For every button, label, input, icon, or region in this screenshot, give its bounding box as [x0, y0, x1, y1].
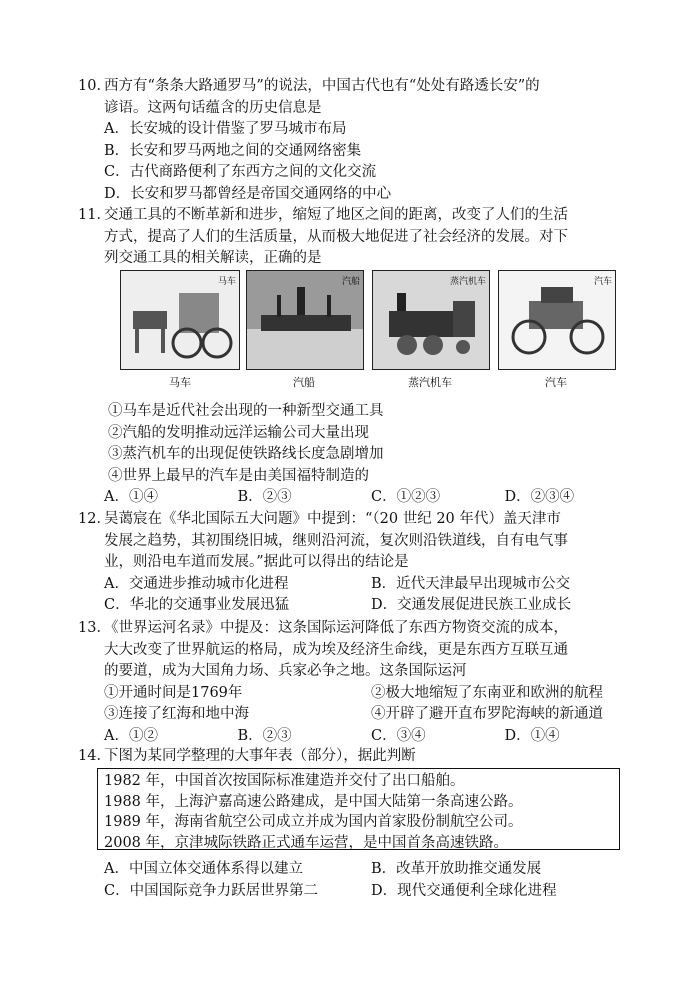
question-stem: 发展之趋势，其初围绕旧城，继则沿河流，复次则沿铁道线，自有电气事	[104, 532, 568, 549]
image-caption: 蒸汽机车	[408, 376, 452, 389]
vehicle-images	[120, 270, 610, 388]
chronology-table	[97, 768, 620, 850]
question-14-options	[78, 859, 638, 902]
options-row	[78, 859, 638, 881]
question-stem: 谚语。这两句话蕴含的历史信息是	[104, 99, 322, 116]
option-a: A．交通进步推动城市化进程	[104, 575, 289, 592]
image-tag: 汽车	[593, 277, 612, 287]
option-a: A．长安城的设计借鉴了罗马城市布局	[104, 121, 347, 138]
question-stem: 的要道，成为大国角力场、兵家必争之地。这条国际运河	[104, 663, 467, 680]
question-10	[78, 76, 638, 206]
option-a: A．①④	[104, 489, 158, 506]
chronology-row: 1988 年，上海沪嘉高速公路建成，是中国大陆第一条高速公路。	[104, 793, 523, 810]
steam-locomotive-image	[372, 270, 490, 370]
statement-row	[78, 683, 638, 705]
image-caption: 马车	[169, 376, 191, 389]
question-11	[78, 205, 638, 270]
question-number: 11．	[78, 207, 111, 223]
option-d: D．交通发展促进民族工业成长	[371, 597, 572, 614]
question-12	[78, 509, 638, 617]
option-d: D．②③④	[504, 489, 575, 506]
option-c: C．③④	[371, 727, 426, 744]
option-c: C．中国国际竞争力跃居世界第二	[104, 882, 319, 899]
options-row	[78, 595, 638, 617]
question-number: 10．	[78, 78, 111, 94]
option-c: C．古代商路便利了东西方之间的文化交流	[104, 164, 377, 181]
question-14	[78, 746, 638, 768]
image-caption: 汽车	[545, 376, 567, 389]
chronology-row: 1982 年，中国首次按国际标准建造并交付了出口船舶。	[104, 773, 465, 789]
steamship-image	[246, 270, 364, 370]
carriage-image	[120, 270, 240, 370]
statement-item: ①马车是近代社会出现的一种新型交通工具	[108, 403, 384, 419]
question-stem: 西方有“条条大路通罗马”的说法，中国古代也有“处处有路透长安”的	[104, 78, 540, 94]
chronology-row: 2008 年，京津城际铁路正式通车运营，是中国首条高速铁路。	[104, 834, 509, 851]
question-13	[78, 618, 638, 748]
options-row	[78, 726, 638, 748]
options-row	[78, 881, 638, 903]
statement-item: ④开辟了避开直布罗陀海峡的新通道	[371, 706, 603, 723]
statement-item: ②极大地缩短了东南亚和欧洲的航程	[371, 684, 603, 701]
option-a: A．①②	[104, 727, 158, 744]
options-row	[78, 574, 638, 596]
image-tag: 马车	[217, 277, 236, 287]
question-stem: 业，则沿电车道而发展。”据此可以得出的结论是	[104, 554, 409, 571]
option-b: B．②③	[237, 727, 292, 744]
option-d: D．现代交通便利全球化进程	[371, 882, 557, 899]
question-stem: 《世界运河名录》中提及：这条国际运河降低了东西方物资交流的成本，	[104, 620, 568, 636]
question-11-items	[78, 401, 638, 509]
question-number: 13．	[78, 620, 111, 636]
option-c: C．华北的交通事业发展迅猛	[104, 597, 290, 614]
question-number: 14．	[78, 748, 111, 764]
question-number: 12．	[78, 511, 111, 527]
statement-item: ②汽船的发明推动远洋运输公司大量出现	[108, 424, 369, 441]
statement-item: ③连接了红海和地中海	[104, 706, 249, 723]
question-stem: 方式，提高了人们的生活质量，从而极大地促进了社会经济的发展。对下	[104, 228, 568, 245]
image-caption: 汽船	[293, 376, 315, 389]
option-b: B．改革开放助推交通发展	[371, 861, 542, 877]
option-c: C．①②③	[371, 489, 441, 506]
statement-row	[78, 704, 638, 726]
option-d: D．长安和罗马都曾经是帝国交通网络的中心	[104, 185, 392, 202]
statement-item: ④世界上最早的汽车是由美国福特制造的	[108, 467, 369, 484]
question-stem: 下图为某同学整理的大事年表（部分），据此判断	[104, 748, 416, 764]
question-stem: 交通工具的不断革新和进步，缩短了地区之间的距离，改变了人们的生活	[104, 207, 568, 223]
statement-item: ③蒸汽机车的出现促使铁路线长度急剧增加	[108, 446, 384, 463]
image-tag: 蒸汽机车	[449, 277, 486, 287]
statement-item: ①开通时间是1769年	[104, 684, 243, 701]
question-stem: 吴蔼宸在《华北国际五大问题》中提到：“（20 世纪 20 年代）盖天津市	[104, 511, 561, 527]
options-row	[78, 487, 638, 509]
automobile-image	[498, 270, 616, 370]
question-stem: 大大改变了世界航运的格局，成为埃及经济生命线，更是东西方互联互通	[104, 641, 568, 658]
option-b: B．近代天津最早出现城市公交	[371, 575, 571, 592]
option-b: B．长安和罗马两地之间的交通网络密集	[104, 142, 362, 159]
chronology-row: 1989 年，海南省航空公司成立并成为国内首家股份制航空公司。	[104, 814, 523, 830]
option-a: A．中国立体交通体系得以建立	[104, 861, 303, 877]
option-b: B．②③	[237, 489, 292, 506]
question-stem: 列交通工具的相关解读，正确的是	[104, 250, 322, 267]
option-d: D．①④	[504, 727, 560, 744]
image-tag: 汽船	[341, 277, 360, 287]
